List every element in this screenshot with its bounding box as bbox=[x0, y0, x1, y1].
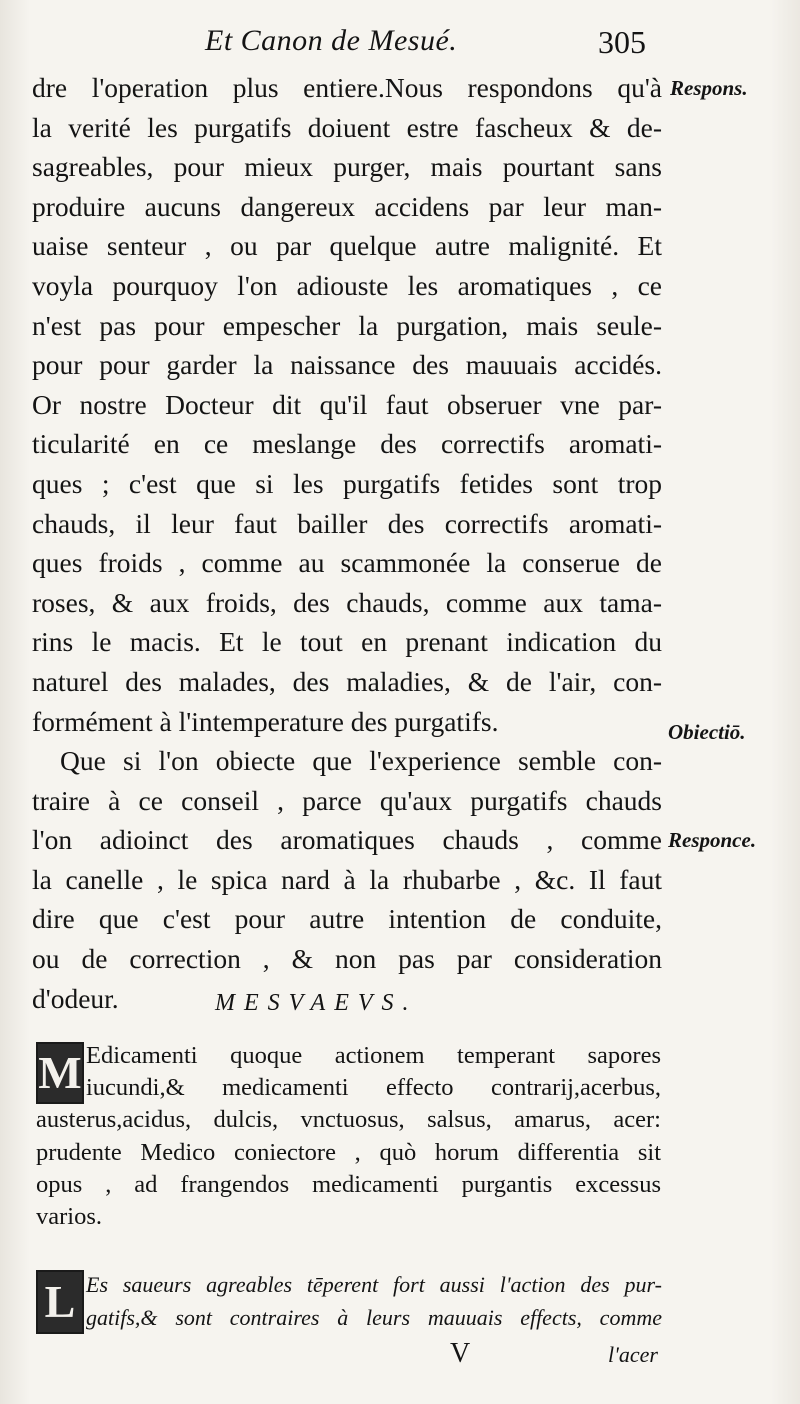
page-number: 305 bbox=[598, 24, 646, 60]
text-line: produire aucuns dangereux accidens par leur man- bbox=[32, 190, 662, 222]
text-line: ticularité en ce meslange des correctifs aromati- bbox=[32, 428, 662, 460]
french-paragraph bbox=[36, 1268, 662, 1334]
text-line: traire à ce conseil , parce qu'aux purgatifs chauds bbox=[32, 784, 662, 816]
text-line: ou de correction , & non pas par consideration bbox=[32, 943, 662, 975]
french-line: gatifs,& sont contraires à leurs mauuais effects, comme bbox=[86, 1305, 662, 1330]
latin-line: Edicamenti quoque actionem temperant sapores bbox=[86, 1042, 661, 1069]
latin-line: opus , ad frangendos medicamenti purgantis excessus bbox=[36, 1170, 661, 1198]
latin-paragraph bbox=[36, 1040, 661, 1233]
running-title: Et Canon de Mesué. bbox=[205, 24, 458, 57]
text-line: formément à l'intemperature des purgatifs. bbox=[32, 705, 499, 737]
margin-note-responce: Responce. bbox=[668, 828, 757, 852]
section-heading: MESVAEVS. bbox=[215, 990, 418, 1016]
text-line: Que si l'on obiecte que l'experience semble con- bbox=[60, 745, 662, 777]
running-head bbox=[0, 22, 800, 66]
margin-note-respons: Respons. bbox=[670, 76, 748, 100]
text-line: sagreables, pour mieux purger, mais pourtant sans bbox=[32, 151, 662, 183]
text-line: dire que c'est pour autre intention de conduite, bbox=[32, 903, 662, 935]
latin-line: iucundi,& medicamenti effecto contrarij,acerbus, bbox=[86, 1074, 661, 1102]
text-line: chauds, il leur faut bailler des correctifs aromati- bbox=[32, 507, 662, 539]
text-line: rins le macis. Et le tout en prenant indication du bbox=[32, 626, 662, 658]
text-line: ques ; c'est que si les purgatifs fetides sont trop bbox=[32, 467, 662, 499]
latin-line: varios. bbox=[36, 1202, 102, 1230]
text-line: la canelle , le spica nard à la rhubarbe , &c. Il faut bbox=[32, 863, 662, 895]
text-line: roses, & aux froids, des chauds, comme aux tama- bbox=[32, 586, 662, 618]
french-line: Es saueurs agreables tēperent fort aussi l'action des pur- bbox=[86, 1272, 662, 1297]
text-line: n'est pas pour empescher la purgation, mais seule- bbox=[32, 309, 662, 341]
latin-line: austerus,acidus, dulcis, vnctuosus, salsus, amarus, acer: bbox=[36, 1106, 661, 1134]
text-line: d'odeur. bbox=[32, 982, 119, 1014]
text-line: naturel des malades, des maladies, & de l'air, con- bbox=[32, 665, 662, 697]
main-text-column bbox=[32, 68, 662, 1018]
text-line: dre l'operation plus entiere.Nous respondons qu'à bbox=[32, 72, 662, 103]
text-line: l'on adioinct des aromatiques chauds , comme bbox=[32, 824, 662, 856]
text-line: la verité les purgatifs doiuent estre fascheux & de- bbox=[32, 111, 662, 143]
catchword: l'acer bbox=[608, 1342, 658, 1367]
text-line: uaise senteur , ou par quelque autre malignité. Et bbox=[32, 230, 662, 262]
margin-note-obiectio: Obiectiō. bbox=[668, 720, 746, 744]
text-line: voyla pourquoy l'on adiouste les aromatiques , ce bbox=[32, 269, 662, 301]
text-line: Or nostre Docteur dit qu'il faut obseruer vne par- bbox=[32, 388, 662, 420]
signature-mark: V bbox=[450, 1338, 471, 1369]
drop-cap-latin: M bbox=[36, 1042, 84, 1104]
latin-line: prudente Medico coniectore , quò horum differentia sit bbox=[36, 1138, 661, 1166]
text-line: ques froids , comme au scammonée la conserue de bbox=[32, 547, 662, 579]
text-line: pour pour garder la naissance des mauuais accidés. bbox=[32, 349, 662, 381]
drop-cap-french: L bbox=[36, 1270, 84, 1334]
